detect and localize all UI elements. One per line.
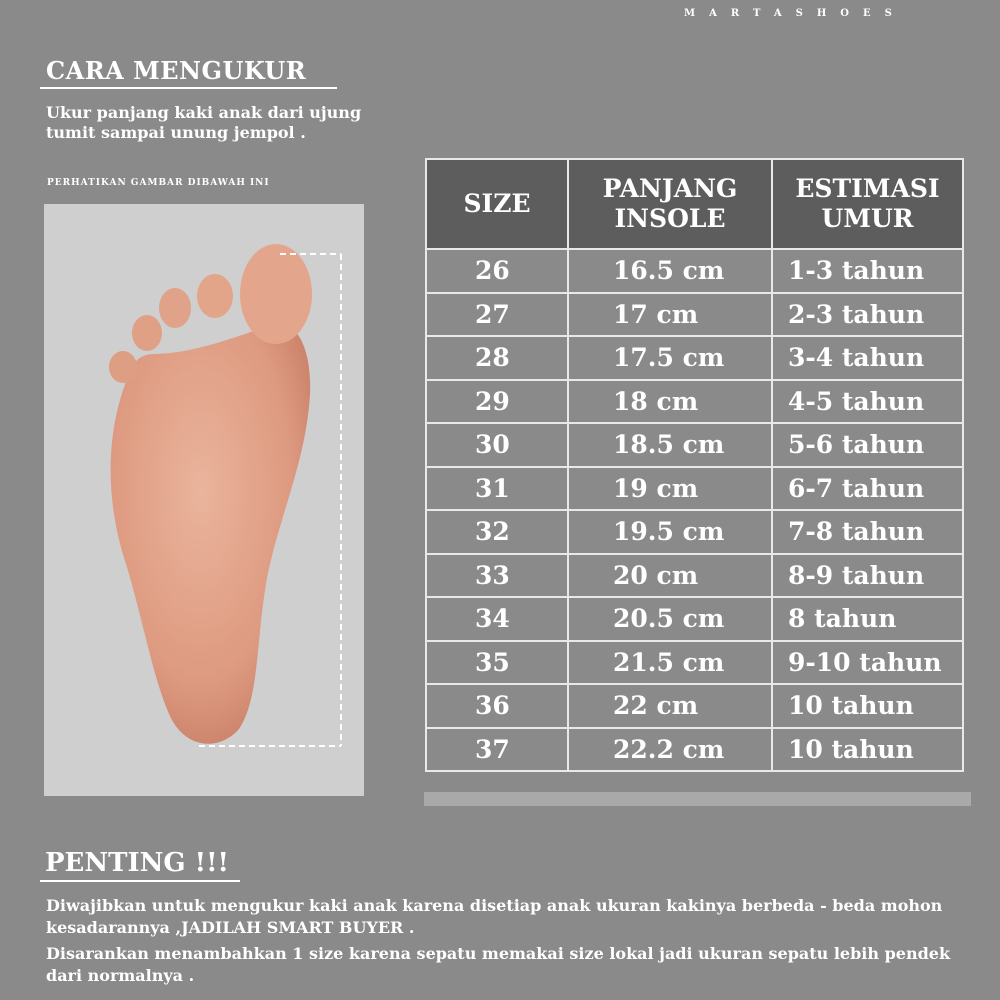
measure-description: Ukur panjang kaki anak dari ujung tumit sampai unung jempol . <box>46 103 362 142</box>
length-cell: 17.5 cm <box>568 336 772 380</box>
header-insole-length: PANJANG INSOLE <box>568 159 772 249</box>
age-cell: 2-3 tahun <box>772 293 963 337</box>
big-toe <box>240 244 312 344</box>
image-hint: PERHATIKAN GAMBAR DIBAWAH INI <box>47 178 270 188</box>
size-cell: 30 <box>426 423 568 467</box>
size-cell: 32 <box>426 510 568 554</box>
age-cell: 4-5 tahun <box>772 380 963 424</box>
toe-2 <box>197 274 233 318</box>
age-cell: 7-8 tahun <box>772 510 963 554</box>
brand-name: MARTASHOES <box>684 8 906 19</box>
measure-title: CARA MENGUKUR <box>46 56 307 85</box>
table-row <box>426 467 963 511</box>
size-chart-table <box>425 158 964 772</box>
important-note-size-up: Disarankan menambahkan 1 size karena sepatu memakai size lokal jadi ukuran sepatu lebih pendek dari normalnya . <box>46 944 951 985</box>
toe-4 <box>132 315 162 351</box>
age-cell: 1-3 tahun <box>772 249 963 293</box>
length-cell: 20 cm <box>568 554 772 598</box>
length-cell: 18.5 cm <box>568 423 772 467</box>
header-estimated-age: ESTIMASI UMUR <box>772 159 963 249</box>
important-underline <box>40 880 240 882</box>
table-row <box>426 510 963 554</box>
length-cell: 20.5 cm <box>568 597 772 641</box>
table-header-row <box>426 159 963 249</box>
length-cell: 22 cm <box>568 684 772 728</box>
table-row <box>426 293 963 337</box>
table-row <box>426 684 963 728</box>
length-cell: 17 cm <box>568 293 772 337</box>
age-cell: 3-4 tahun <box>772 336 963 380</box>
table-row <box>426 641 963 685</box>
important-title: PENTING !!! <box>45 848 229 878</box>
table-row <box>426 597 963 641</box>
table-row <box>426 380 963 424</box>
table-row <box>426 336 963 380</box>
toe-5 <box>109 351 137 383</box>
size-cell: 36 <box>426 684 568 728</box>
age-cell: 9-10 tahun <box>772 641 963 685</box>
length-cell: 19 cm <box>568 467 772 511</box>
foot-sole <box>111 323 311 743</box>
age-cell: 10 tahun <box>772 728 963 772</box>
table-row <box>426 554 963 598</box>
size-cell: 37 <box>426 728 568 772</box>
length-cell: 16.5 cm <box>568 249 772 293</box>
foot-image <box>44 204 364 796</box>
table-row <box>426 249 963 293</box>
table-bottom-strip <box>424 792 971 806</box>
size-cell: 26 <box>426 249 568 293</box>
table-row <box>426 728 963 772</box>
size-cell: 28 <box>426 336 568 380</box>
length-cell: 22.2 cm <box>568 728 772 772</box>
size-cell: 35 <box>426 641 568 685</box>
table-row <box>426 423 963 467</box>
age-cell: 10 tahun <box>772 684 963 728</box>
length-cell: 21.5 cm <box>568 641 772 685</box>
size-cell: 29 <box>426 380 568 424</box>
size-cell: 34 <box>426 597 568 641</box>
age-cell: 8 tahun <box>772 597 963 641</box>
size-cell: 31 <box>426 467 568 511</box>
foot-illustration <box>44 204 364 796</box>
important-note-measure: Diwajibkan untuk mengukur kaki anak karena disetiap anak ukuran kakinya berbeda - beda mohon kesadarannya ,JADILAH SMART BUYER . <box>46 896 943 937</box>
age-cell: 8-9 tahun <box>772 554 963 598</box>
title-underline <box>40 87 337 89</box>
length-cell: 19.5 cm <box>568 510 772 554</box>
size-cell: 27 <box>426 293 568 337</box>
header-size: SIZE <box>426 159 568 249</box>
toe-3 <box>159 288 191 328</box>
age-cell: 5-6 tahun <box>772 423 963 467</box>
length-cell: 18 cm <box>568 380 772 424</box>
age-cell: 6-7 tahun <box>772 467 963 511</box>
size-cell: 33 <box>426 554 568 598</box>
